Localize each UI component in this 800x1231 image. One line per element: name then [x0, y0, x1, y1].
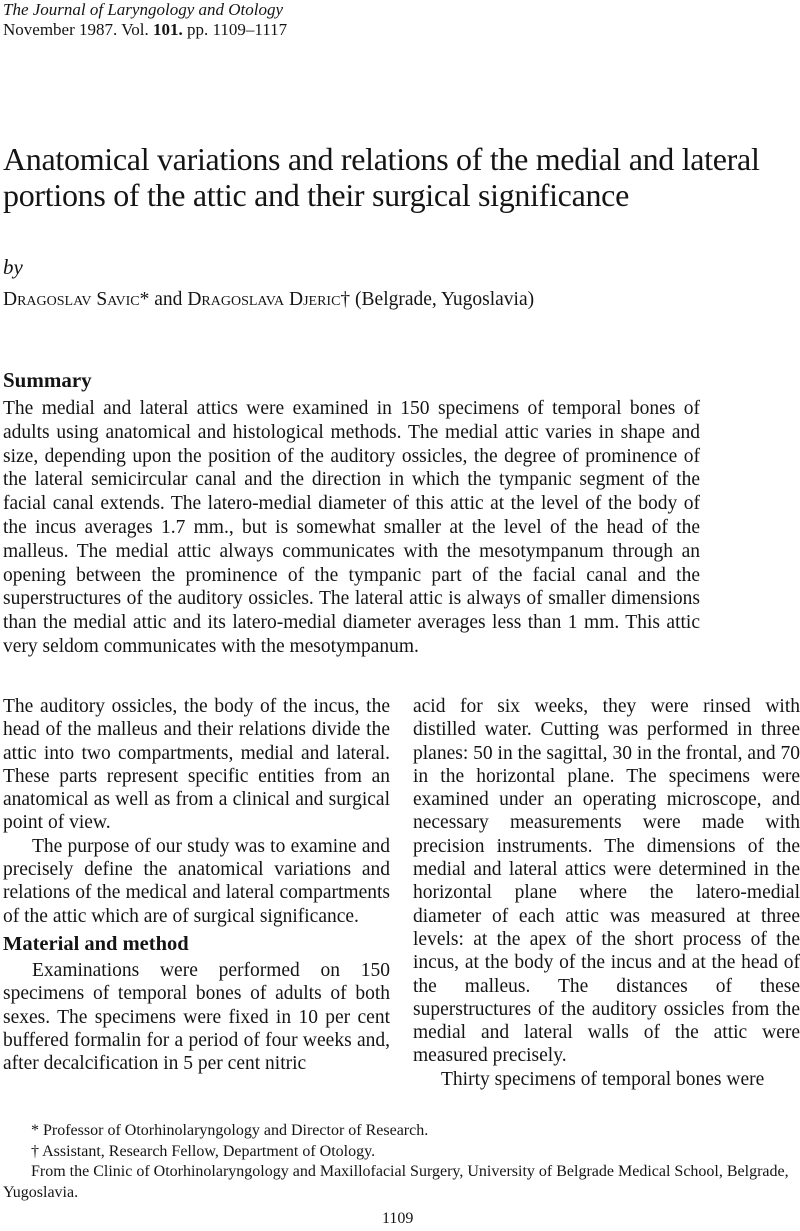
page-number: 1109 — [382, 1210, 414, 1227]
author-1-mark: * — [139, 289, 150, 310]
summary-heading: Summary — [3, 368, 92, 392]
issue-info — [3, 20, 287, 39]
specimens-paragraph: Thirty specimens of temporal bones were — [441, 1068, 765, 1090]
section-heading: Material and method — [3, 932, 189, 955]
author-2-mark: † — [340, 289, 351, 310]
summary-text: The medial and lateral attics were examined in 150 specimens of temporal bones of adults using anatomical and histological methods. The medial attic varies in shape and size, depending upon the position of the auditory ossicles, the degree of prominence of the lateral semicircular canal and the direction in which the tympanic segment of the facial canal extends. The latero-medial diameter of this attic at the level of the body of the incus averages 1.7 mm., but is somewhat smaller at the level of the head of the malleus. The medial attic always communicates with the mesotympanum through an opening between the prominence of the tympanic part of the facial canal and the superstructures of the auditory ossicles. The lateral attic is always of smaller dimensions than the medial attic and its latero-medial diameter averages less than 1 mm. This attic very seldom communicates with the mesotympanum. — [3, 398, 700, 657]
methods-continued-paragraph: acid for six weeks, they were rinsed with distilled water. Cutting was performed in three planes: 50 in the sagittal, 30 in the frontal, and 70 in the horizontal plane. The specimens were examined under an operating microscope, and necessary measurements were made with precision instruments. The dimensions of the medial and lateral attics were determined in the horizontal plane where the latero-medial diameter of each attic was measured at three levels: at the apex of the short process of the incus, at the body of the incus and at the head of the malleus. The distances of these superstructures of the auditory ossicles from the medial and lateral walls of the attic were measured precisely. — [413, 696, 800, 1067]
journal-header — [3, 0, 287, 40]
journal-name: The Journal of Laryngology and Otology — [3, 0, 284, 19]
volume-number: 101. — [153, 20, 183, 39]
methods-paragraph: Examinations were performed on 150 specimens of temporal bones of adults of both sexes. The specimens were fixed in 10 per cent buffered formalin for a period of four weeks and, after decalcification in 5 per cent nitric — [3, 959, 390, 1075]
issue-prefix: November 1987. Vol. — [3, 20, 154, 39]
author-location: (Belgrade, Yugoslavia) — [350, 289, 535, 310]
byline-by: by — [3, 255, 23, 279]
author-2-name: Dragoslava Djeric — [187, 289, 341, 310]
author-line — [3, 287, 798, 313]
author-1-name: Dragoslav Savic — [3, 289, 140, 310]
footnotes — [3, 1121, 800, 1203]
purpose-paragraph: The purpose of our study was to examine and precisely define the anatomical variations and relations of the medical and lateral compartments of the attic which are of surgical significance. — [3, 835, 390, 927]
author-conjunction: and — [149, 289, 188, 310]
body-column-right — [413, 695, 800, 1091]
issue-pages: pp. 1109–1117 — [182, 20, 288, 39]
intro-paragraph: The auditory ossicles, the body of the incus, the head of the malleus and their relations divide the attic into two compartments, medial and lateral. These parts represent specific entities from an anatomical as well as from a clinical and surgical point of view. — [3, 696, 390, 834]
footnote-institution: From the Clinic of Otorhinolaryngology and Maxillofacial Surgery, University of Belgrade Medical School, Belgrade, Yugoslavia. — [3, 1163, 789, 1201]
article-title: Anatomical variations and relations of the medial and lateral portions of the attic and their surgical significance — [3, 141, 760, 213]
footnote-author-2: † Assistant, Research Fellow, Department of Otology. — [31, 1142, 376, 1160]
body-column-left — [3, 695, 390, 1075]
footnote-author-1: * Professor of Otorhinolaryngology and Director of Research. — [31, 1122, 429, 1139]
